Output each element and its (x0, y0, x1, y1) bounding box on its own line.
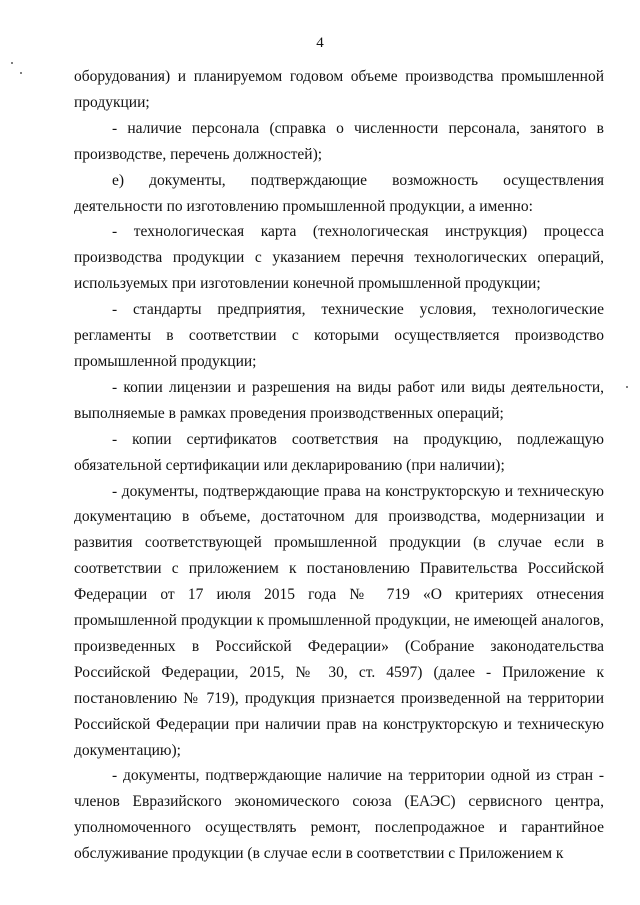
paragraph-tech-map: - технологическая карта (технологическая инструкция) процесса производства продукции с указанием перечня технологических операций, используемых при изготовлении конечной промышленной продукции; (74, 223, 604, 293)
scan-speck (626, 386, 628, 388)
paragraph-standards: - стандарты предприятия, технические условия, технологические регламенты в соответствии с которыми осуществляется производство промышленной продукции; (74, 301, 604, 370)
paragraph-equipment-continuation: оборудования) и планируемом годовом объеме производства промышленной продукции; (74, 68, 604, 111)
paragraph-personnel: - наличие персонала (справка о численности персонала, занятого в производстве, перечень должностей); (74, 119, 604, 163)
scan-speck (20, 72, 22, 74)
paragraph-item-e: е) документы, подтверждающие возможность осуществления деятельности по изготовлению промышленной продукции, а именно: (74, 171, 604, 215)
paragraph-service-center: - документы, подтверждающие наличие на территории одной из стран - членов Евразийского экономического союза (ЕАЭС) сервисного центра, уполномоченного осуществлять ремонт, послепродажное и гарантийное обслуживание продукции (в случае если в соответствии с Приложением к (74, 767, 604, 863)
paragraph-design-documentation: - документы, подтверждающие права на конструкторскую и техническую документацию в объеме, достаточном для производства, модернизации и развития соответствующей промышленной продукции (в случае если в соответствии с приложением к постановлению Правительства Российской Федерации от 17 июля 2015 года № 719 «О критериях отнесения промышленной продукции к промышленной продукции, не имеющей аналогов, произведенных в Российской Федерации» (Собрание законодательства Российской Федерации, 2015, № 30, ст. 4597) (далее - Приложение к постановлению № 719), продукция признается произведенной на территории Российской Федерации при наличии прав на конструкторскую и техническую документацию); (74, 482, 604, 759)
page-number: 4 (316, 35, 324, 51)
paragraph-licenses: - копии лицензии и разрешения на виды работ или виды деятельности, выполняемые в рамках проведения производственных операций; (74, 378, 604, 422)
paragraph-certificates: - копии сертификатов соответствия на продукцию, подлежащую обязательной сертификации или декларированию (при наличии); (74, 430, 604, 474)
scan-speck (11, 62, 13, 64)
document-body (74, 64, 604, 867)
